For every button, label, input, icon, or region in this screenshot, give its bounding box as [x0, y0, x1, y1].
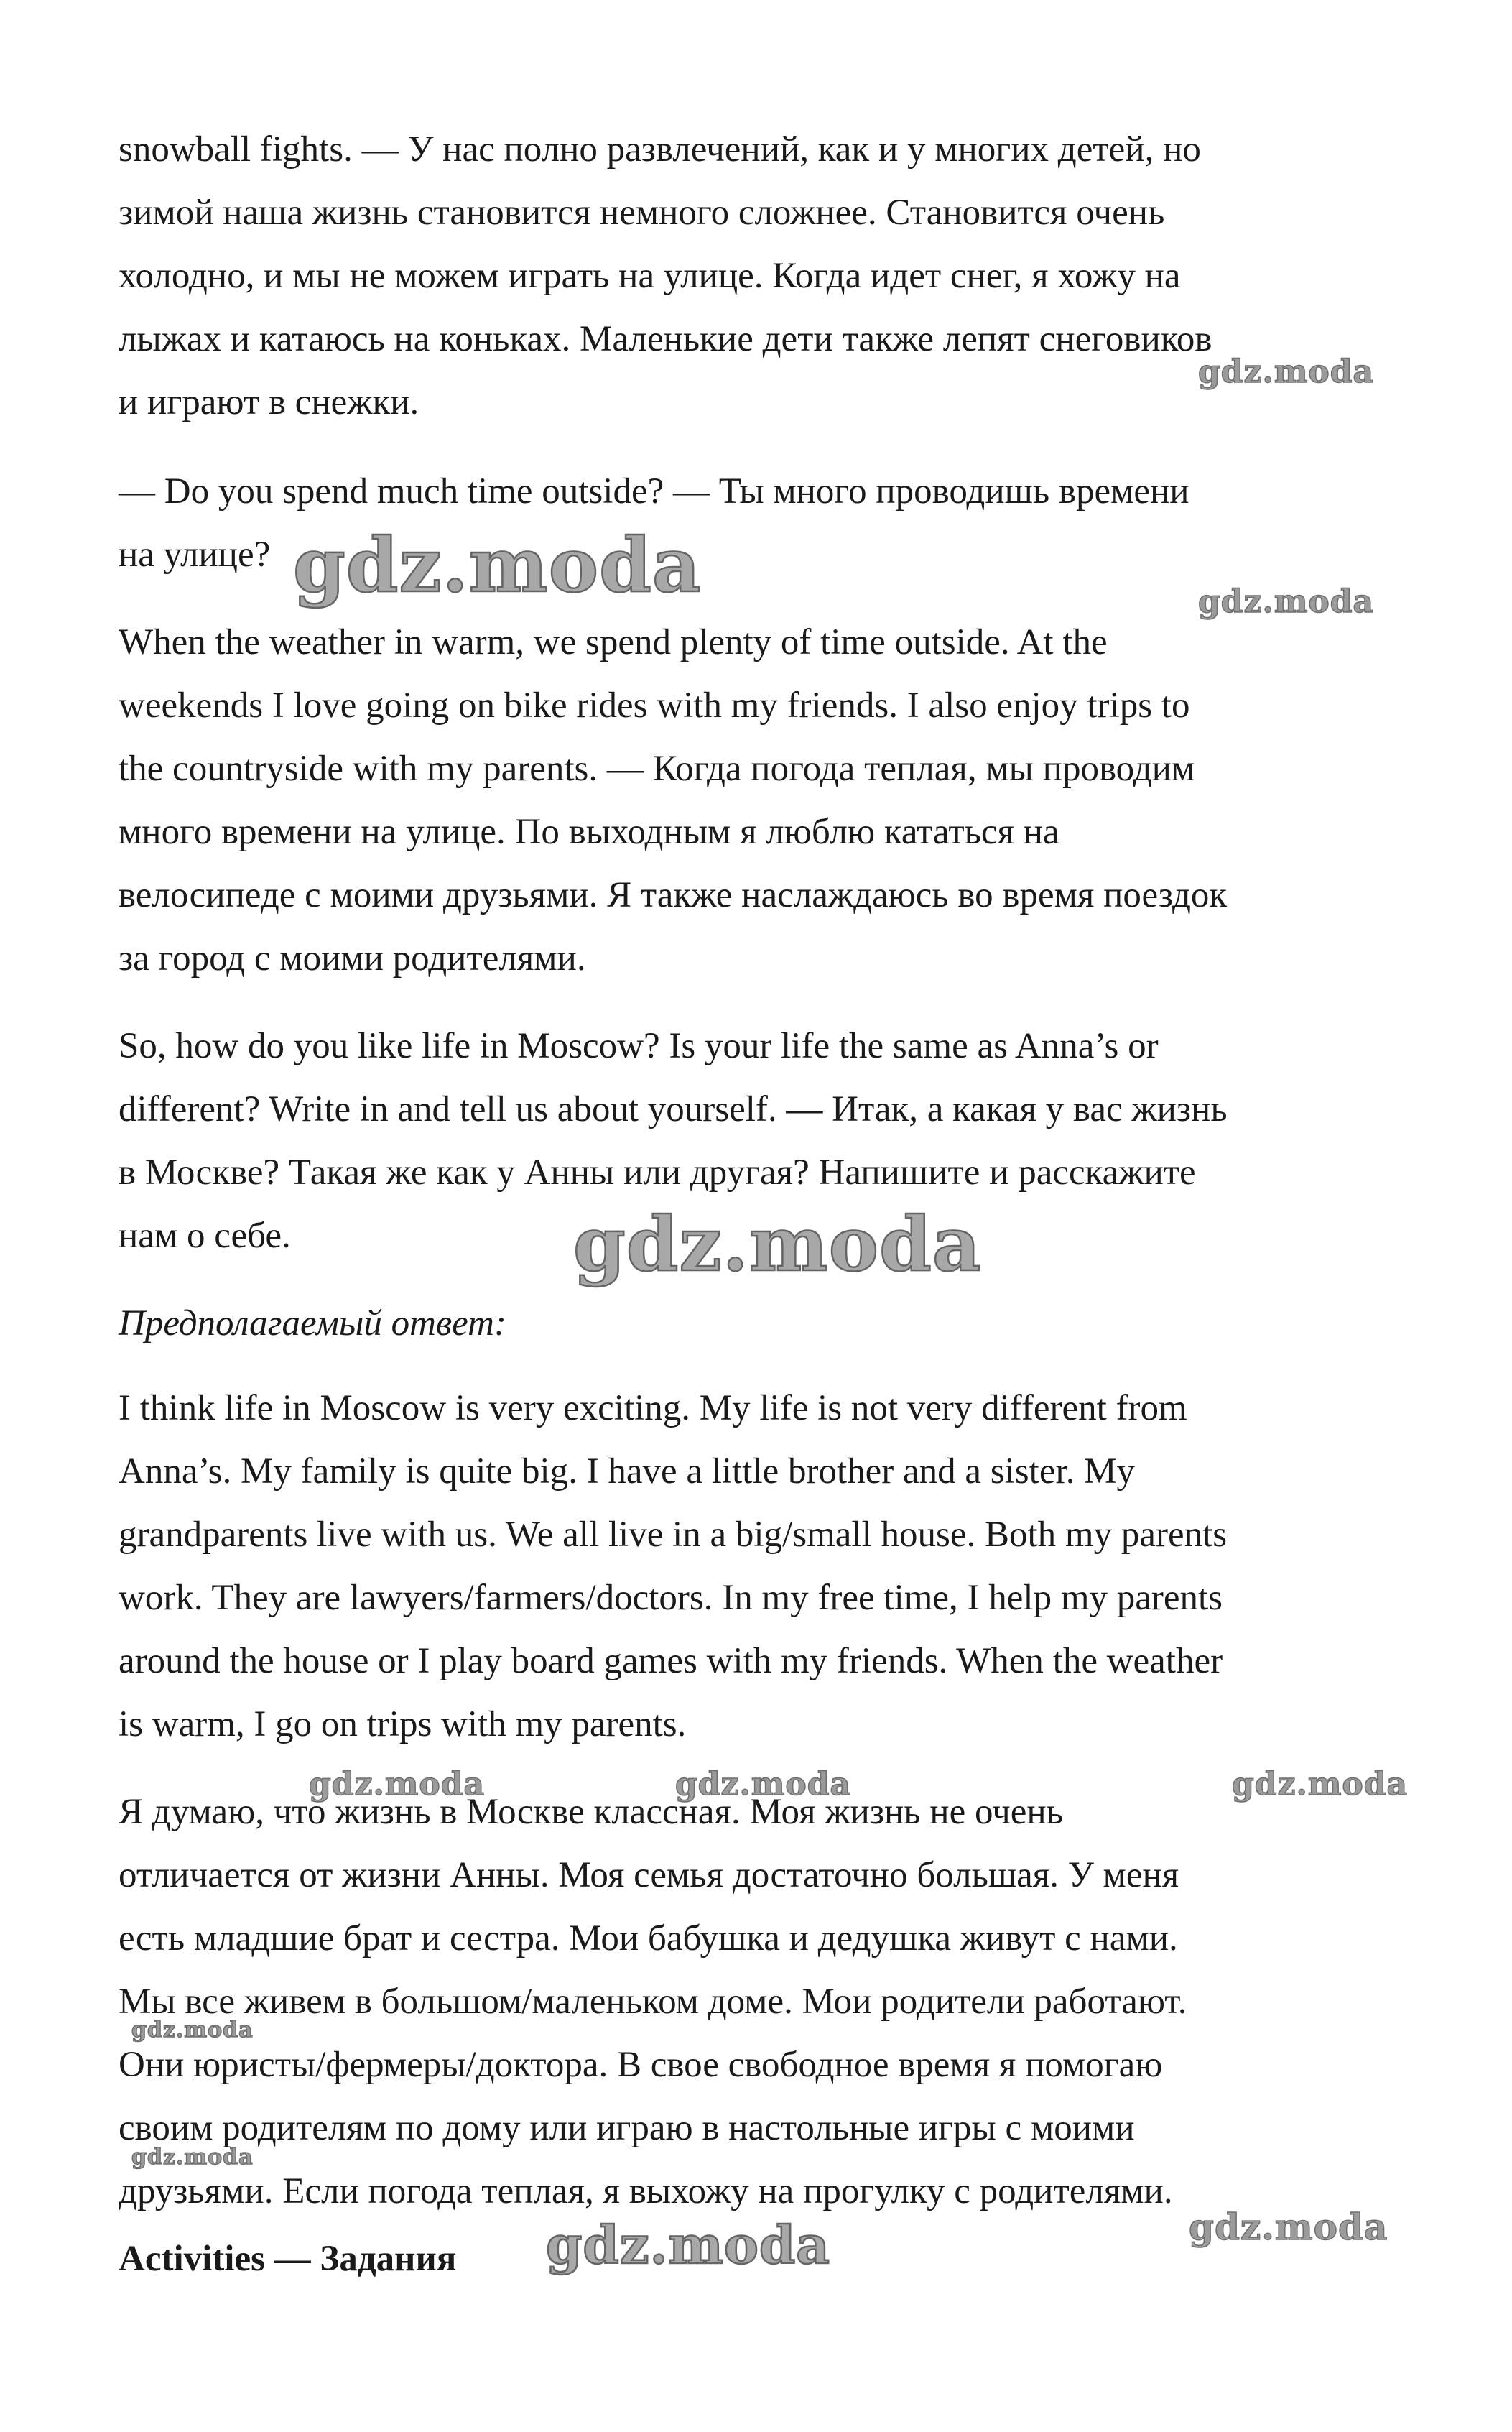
- text-line: When the weather in warm, we spend plenty of time outside. At the: [119, 622, 1108, 662]
- text-line: work. They are lawyers/farmers/doctors. In my free time, I help my parents: [119, 1578, 1223, 1618]
- text-line: Они юристы/фермеры/доктора. В свое свободное время я помогаю: [119, 2045, 1163, 2085]
- text-line: своим родителям по дому или играю в настольные игры с моими: [119, 2108, 1135, 2148]
- text-line: нам о себе.: [119, 1216, 291, 1256]
- text-line: weekends I love going on bike rides with my friends. I also enjoy trips to: [119, 685, 1190, 726]
- text-line: around the house or I play board games with my friends. When the weather: [119, 1641, 1223, 1681]
- watermark-logo: gdz.moda: [131, 2017, 254, 2043]
- suggested-answer-heading: [119, 1292, 1419, 1355]
- text-line: the countryside with my parents. — Когда погода теплая, мы проводим: [119, 749, 1195, 789]
- text-line: в Москве? Такая же как у Анны или другая? Напишите и расскажите: [119, 1152, 1196, 1193]
- text-line: на улице?: [119, 535, 271, 575]
- text-line: лыжах и катаюсь на коньках. Маленькие дети также лепят снеговиков: [119, 319, 1212, 359]
- text-line: snowball fights. — У нас полно развлечений, как и у многих детей, но: [119, 129, 1201, 170]
- text-line: Предполагаемый ответ:: [119, 1303, 506, 1344]
- watermark-logo: gdz.moda: [675, 1766, 852, 1803]
- watermark-logo: gdz.moda: [573, 1200, 982, 1288]
- text-line: So, how do you like life in Moscow? Is your life the same as Anna’s or: [119, 1026, 1159, 1066]
- watermark-logo: gdz.moda: [1232, 1766, 1409, 1803]
- text-line: Activities — Задания: [119, 2239, 457, 2279]
- text-line: Я думаю, что жизнь в Москве классная. Моя жизнь не очень: [119, 1792, 1063, 1832]
- text-line: is warm, I go on trips with my parents.: [119, 1704, 687, 1744]
- paragraph-answer-english: [119, 1377, 1419, 1756]
- watermark-logo: gdz.moda: [1198, 353, 1375, 390]
- text-line: и играют в снежки.: [119, 382, 419, 422]
- text-line: different? Write in and tell us about yourself. — Итак, а какая у вас жизнь: [119, 1089, 1228, 1129]
- text-line: много времени на улице. По выходным я люблю кататься на: [119, 812, 1059, 852]
- watermark-logo: gdz.moda: [293, 521, 702, 609]
- text-line: Anna’s. My family is quite big. I have a little brother and a sister. My: [119, 1451, 1135, 1492]
- text-line: есть младшие брат и сестра. Мои бабушка и дедушка живут с нами.: [119, 1918, 1178, 1959]
- text-line: отличается от жизни Анны. Моя семья достаточно большая. У меня: [119, 1855, 1179, 1895]
- paragraph-warm-weather: [119, 611, 1419, 990]
- text-line: зимой наша жизнь становится немного сложнее. Становится очень: [119, 193, 1165, 233]
- watermark-logo: gdz.moda: [309, 1766, 486, 1803]
- text-line: за город с моими родителями.: [119, 938, 586, 979]
- watermark-logo: gdz.moda: [546, 2214, 830, 2275]
- text-line: grandparents live with us. We all live in a big/small house. Both my parents: [119, 1515, 1228, 1555]
- watermark-logo: gdz.moda: [1189, 2206, 1388, 2248]
- text-line: I think life in Moscow is very exciting. My life is not very different from: [119, 1388, 1187, 1428]
- watermark-logo: gdz.moda: [131, 2145, 254, 2170]
- text-line: друзьями. Если погода теплая, я выхожу на прогулку с родителями.: [119, 2171, 1173, 2211]
- text-line: холодно, и мы не можем играть на улице. Когда идет снег, я хожу на: [119, 256, 1181, 296]
- text-line: велосипеде с моими друзьями. Я также наслаждаюсь во время поездок: [119, 875, 1228, 915]
- paragraph-answer-russian: [119, 1780, 1419, 2223]
- text-line: — Do you spend much time outside? — Ты много проводишь времени: [119, 471, 1189, 512]
- text-line: Мы все живем в большом/маленьком доме. Мои родители работают.: [119, 1982, 1187, 2022]
- watermark-logo: gdz.moda: [1198, 583, 1375, 620]
